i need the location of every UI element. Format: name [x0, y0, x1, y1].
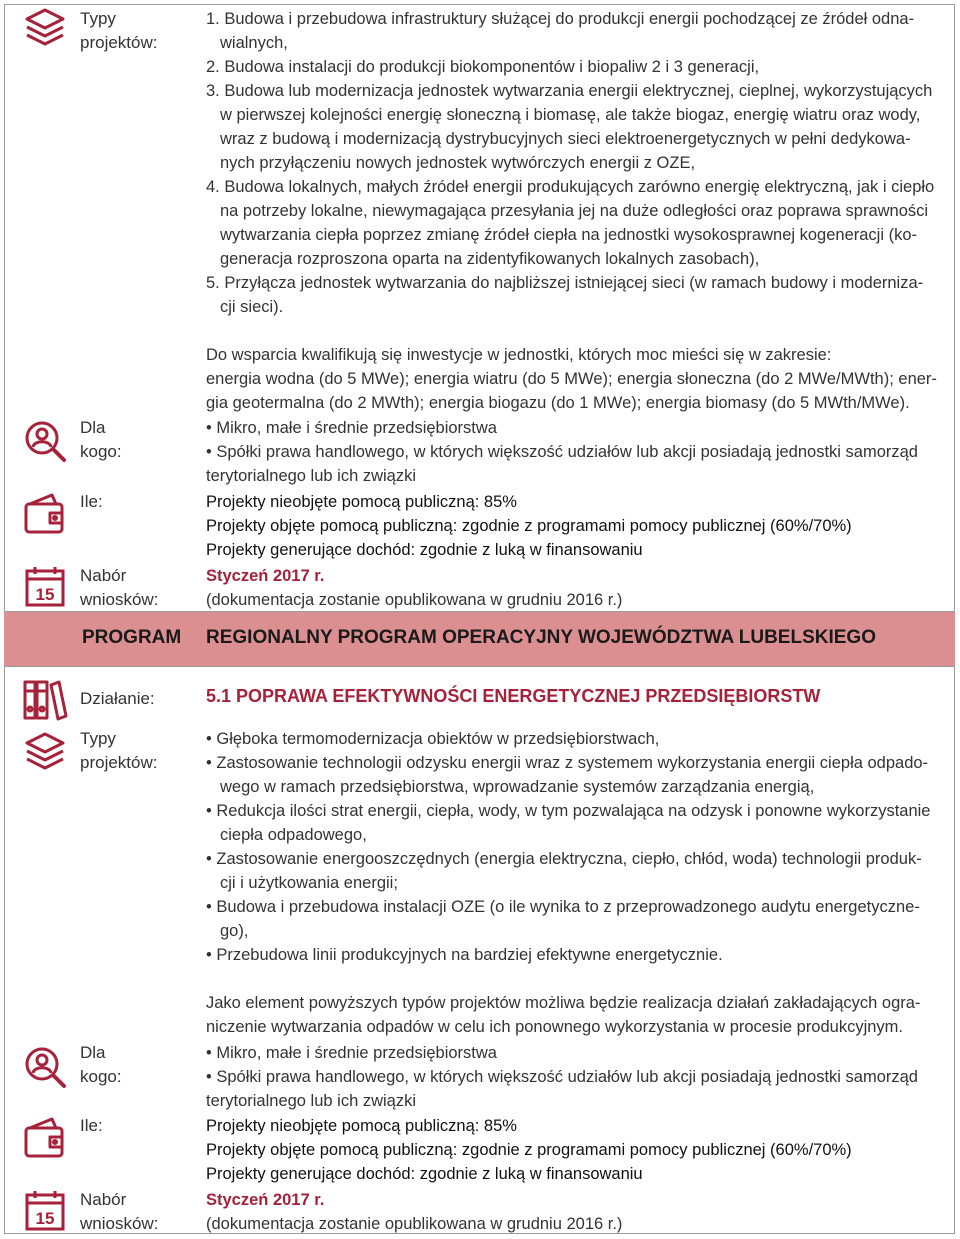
- how-much-label: Ile:: [80, 492, 103, 511]
- calendar-icon: [22, 564, 68, 610]
- list-item: • Przebudowa linii produkcyjnych na bardziej efektywne energetycznie.: [206, 943, 950, 967]
- list-item: • Budowa i przebudowa instalacji OZE (o ile wynika to z przeprowadzonego audytu energetyczne-: [206, 895, 950, 919]
- types-label: Typy projektów:: [80, 9, 158, 52]
- list-item: • Redukcja ilości strat energii, ciepła, wody, w tym pozwalająca na odzysk i ponowne wykorzystanie: [206, 799, 950, 823]
- types-list: 1. Budowa i przebudowa infrastruktury służącej do produkcji energii pochodzącej ze źródeł odna- wialnych, 2. Budowa instalacji do produkcji biokomponentów i biopaliw 2 i 3 generacji, 3. Budowa lub modernizacja jednostek wytwarzania energii elektrycznej, cieplnej, wykorzystujących w pierwszej kolejności energię słoneczną i biomasę, ale także biogaz, energię wiatru oraz wody, wraz z budową i modernizacją dystrybucyjnych sieci elektroenergetycznych w pełni dedykowa- nych przyłączeniu nowych jednostek wytwórczych energii z OZE, 4. Budowa lokalnych, małych źródeł energii produkujących zarówno energię elektryczną, jak i ciepło na potrzeby lokalne, niewymagająca przesyłania jej na duże odległości oraz poprawa sprawności wytwarzania ciepła poprzez zmianę źródeł ciepła na jednostki wysokosprawnej kogeneracji (ko- generacja rozproszona oparta na zidentyfikowanych lokalnych zasobach), 5. Przyłącza jednostek wytwarzania do najbliższej istniejącej sieci (w ramach budowy i moderniza- cji sieci).: [206, 10, 935, 316]
- calendar-day: 15: [35, 1209, 55, 1228]
- calendar-day: 15: [35, 585, 55, 604]
- list-item: • Zastosowanie energooszczędnych (energia elektryczna, ciepło, chłód, woda) technologii produk-: [206, 847, 950, 871]
- call-label: Nabór wniosków:: [80, 566, 159, 609]
- wallet-icon: [22, 492, 68, 538]
- how-much-list: Projekty nieobjęte pomocą publiczną: 85% Projekty objęte pomocą publiczną: zgodnie z programami pomocy publicznej (60%/70%) Projekty generujące dochód: zgodnie z luką w finansowaniu: [206, 1117, 852, 1183]
- how-much-list: Projekty nieobjęte pomocą publiczną: 85% Projekty objęte pomocą publiczną: zgodnie z programami pomocy publicznej (60%/70%) Projekty generujące dochód: zgodnie z luką w finansowaniu: [206, 493, 852, 559]
- who-label: Dla kogo:: [80, 418, 122, 461]
- search-person-icon: [22, 418, 68, 464]
- call-label: Nabór wniosków:: [80, 1190, 159, 1233]
- wallet-icon: [22, 1116, 68, 1162]
- call-details: Styczeń 2017 r. (dokumentacja zostanie opublikowana w grudniu 2016 r.): [206, 1191, 623, 1233]
- search-person-icon: [22, 1044, 68, 1090]
- element-note: Jako element powyższych typów projektów możliwa będzie realizacja działań zakładających ogra- niczenie wytwarzania odpadów w celu ich ponownego wykorzystania w procesie produkcyjnym.: [206, 994, 921, 1036]
- program-banner: [4, 611, 955, 667]
- call-details: Styczeń 2017 r. (dokumentacja zostanie opublikowana w grudniu 2016 r.): [206, 567, 623, 609]
- layers-icon: [22, 6, 68, 52]
- who-list: • Mikro, małe i średnie przedsiębiorstwa • Spółki prawa handlowego, w których większość udziałów lub akcji posiadają jednostki samorząd terytorialnego lub ich związki: [206, 1041, 950, 1113]
- binders-icon: [22, 677, 68, 723]
- how-much-label: Ile:: [80, 1116, 103, 1135]
- list-item: • Głęboka termomodernizacja obiektów w przedsiębiorstwach,: [206, 727, 950, 751]
- layers-icon: [22, 730, 68, 776]
- types-list: • Głęboka termomodernizacja obiektów w przedsiębiorstwach, • Zastosowanie technologii odzysku energii wraz z systemem wykorzystania energii ciepła odpado- wego w ramach przedsiębiorstwa, wprowadzanie systemów zarządzania energią, • Redukcja ilości strat energii, ciepła, wody, w tym pozwalająca na odzysk i ponowne wykorzystanie ciepła odpadowego, • Zastosowanie energooszczędnych (energia elektryczna, ciepło, chłód, woda) technologii produk- cji i użytkowania energii; • Budowa i przebudowa instalacji OZE (o ile wynika to z przeprowadzonego audytu energetyczne- go), • Przebudowa linii produkcyjnych na bardziej efektywne energetycznie.: [206, 727, 950, 967]
- who-list: • Mikro, małe i średnie przedsiębiorstwa • Spółki prawa handlowego, w których większość udziałów lub akcji posiadają jednostki samorząd terytorialnego lub ich związki: [206, 416, 950, 488]
- list-item: • Zastosowanie technologii odzysku energii wraz z systemem wykorzystania energii ciepła odpado-: [206, 751, 950, 775]
- action-label: Działanie:: [80, 689, 155, 708]
- who-label: Dla kogo:: [80, 1043, 122, 1086]
- action-title: 5.1 POPRAWA EFEKTYWNOŚCI ENERGETYCZNEJ PRZEDSIĘBIORSTW: [206, 686, 821, 706]
- calendar-icon: [22, 1188, 68, 1234]
- program-label: PROGRAM: [82, 627, 182, 648]
- program-name: REGIONALNY PROGRAM OPERACYJNY WOJEWÓDZTWA LUBELSKIEGO: [206, 627, 876, 648]
- types-label: Typy projektów:: [80, 729, 158, 772]
- support-scope: Do wsparcia kwalifikują się inwestycje w jednostki, których moc mieści się w zakresie: energia wodna (do 5 MWe); energia wiatru (do 5 MWe); energia słoneczna (do 2 MWe/MWth); ener- gia geotermalna (do 2 MWth); energia biogazu (do 1 MWe); energia biomasy (do 5 MWth/MWe).: [206, 346, 937, 412]
